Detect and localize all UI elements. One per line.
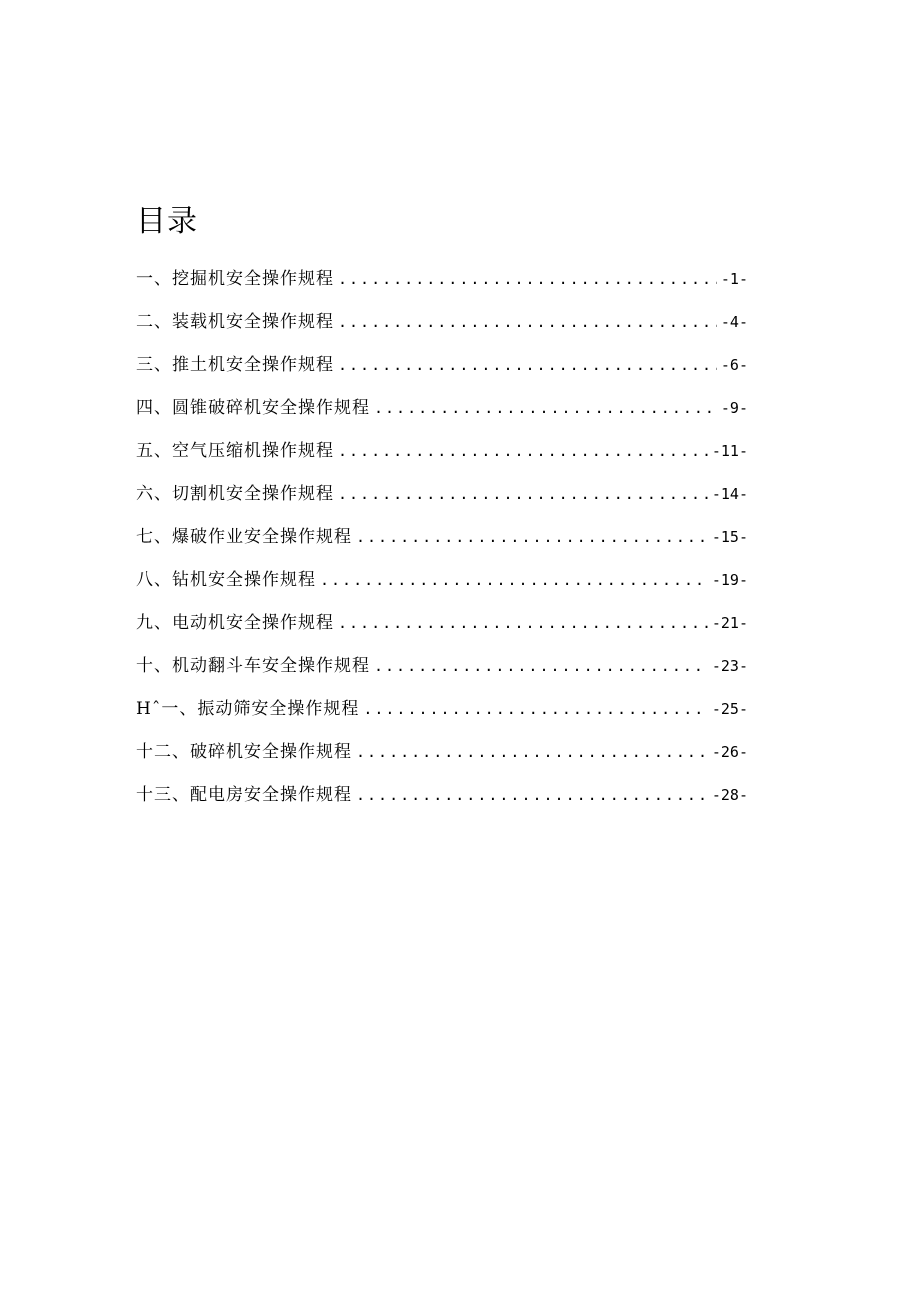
toc-entry-page: -25-	[711, 700, 748, 718]
toc-dot-leader	[374, 651, 708, 681]
toc-entry[interactable]	[136, 737, 748, 780]
toc-dot-leader	[320, 565, 708, 595]
toc-entry-page: -11-	[711, 442, 748, 460]
toc-dot-leader	[356, 737, 708, 767]
toc-entry-label: 十、机动翻斗车安全操作规程	[136, 656, 370, 676]
toc-title: 目录	[136, 204, 198, 239]
toc-entry-label: 五、空气压缩机操作规程	[136, 441, 334, 461]
toc-dot-leader	[338, 479, 708, 509]
toc-entry[interactable]	[136, 780, 748, 823]
toc-dot-leader	[338, 264, 717, 294]
toc-entry[interactable]	[136, 307, 748, 350]
toc-entry-label: 十三、配电房安全操作规程	[136, 785, 352, 805]
toc-entry-page: -9-	[720, 399, 748, 417]
toc-dot-leader	[338, 350, 717, 380]
toc-entry[interactable]	[136, 436, 748, 479]
toc-entry-page: -28-	[711, 786, 748, 804]
toc-entry-page: -21-	[711, 614, 748, 632]
toc-entry-label: 一、挖掘机安全操作规程	[136, 269, 334, 289]
toc-dot-leader	[356, 780, 708, 810]
toc-entry-page: -26-	[711, 743, 748, 761]
toc-entry-label: 八、钻机安全操作规程	[136, 570, 316, 590]
toc-entry-label: 九、电动机安全操作规程	[136, 613, 334, 633]
toc-entry[interactable]	[136, 393, 748, 436]
toc-entry[interactable]	[136, 350, 748, 393]
toc-entry-page: -1-	[720, 270, 748, 288]
toc-entry[interactable]	[136, 522, 748, 565]
toc-list	[136, 264, 748, 823]
toc-entry-page: -6-	[720, 356, 748, 374]
toc-entry-page: -23-	[711, 657, 748, 675]
toc-entry-page: -14-	[711, 485, 748, 503]
toc-entry-page: -15-	[711, 528, 748, 546]
toc-entry-page: -19-	[711, 571, 748, 589]
toc-entry-label: Hˆ一、振动筛安全操作规程	[136, 699, 360, 719]
toc-entry[interactable]	[136, 479, 748, 522]
toc-dot-leader	[356, 522, 708, 552]
toc-entry-label: 十二、破碎机安全操作规程	[136, 742, 352, 762]
toc-entry-label: 二、装载机安全操作规程	[136, 312, 334, 332]
toc-entry-label: 四、圆锥破碎机安全操作规程	[136, 398, 370, 418]
toc-dot-leader	[374, 393, 717, 423]
toc-entry[interactable]	[136, 651, 748, 694]
toc-dot-leader	[338, 436, 708, 466]
toc-entry[interactable]	[136, 694, 748, 737]
toc-entry-page: -4-	[720, 313, 748, 331]
toc-dot-leader	[338, 307, 717, 337]
toc-entry-label: 七、爆破作业安全操作规程	[136, 527, 352, 547]
toc-entry[interactable]	[136, 565, 748, 608]
toc-dot-leader	[338, 608, 708, 638]
toc-entry-label: 三、推土机安全操作规程	[136, 355, 334, 375]
toc-entry[interactable]	[136, 264, 748, 307]
toc-entry-label: 六、切割机安全操作规程	[136, 484, 334, 504]
toc-entry[interactable]	[136, 608, 748, 651]
toc-dot-leader	[363, 694, 708, 724]
